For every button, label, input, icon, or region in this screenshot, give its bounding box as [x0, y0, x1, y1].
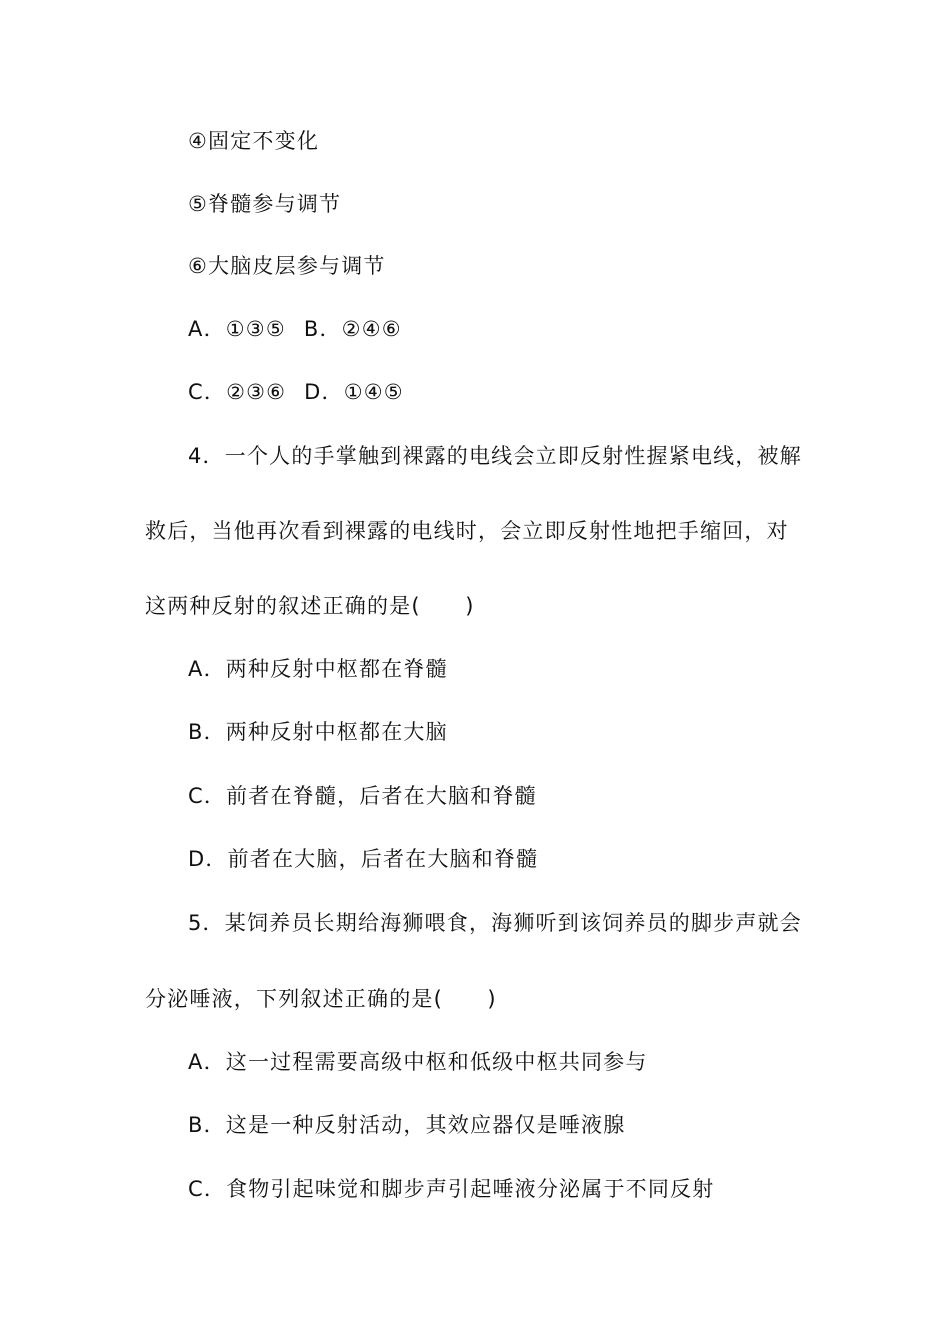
- q5-option-c: C．食物引起味觉和脚步声引起唾液分泌属于不同反射: [188, 1177, 715, 1201]
- q4-stem-line-1: 4．一个人的手掌触到裸露的电线会立即反射性握紧电线，被解: [188, 444, 802, 468]
- q3-item-5: ⑤脊髓参与调节: [188, 192, 342, 216]
- q3-options-cd: [188, 379, 404, 405]
- q3-option-a: A．①③⑤: [188, 317, 286, 341]
- q3-option-d: D．①④⑤: [304, 380, 404, 404]
- q3-item-4: ④固定不变化: [188, 129, 320, 153]
- q4-option-c: C．前者在脊髓，后者在大脑和脊髓: [188, 784, 537, 808]
- q4-stem-line-3: 这两种反射的叙述正确的是( ): [145, 594, 475, 618]
- q5-stem-line-2: 分泌唾液，下列叙述正确的是( ): [145, 987, 497, 1011]
- q5-stem-line-1: 5．某饲养员长期给海狮喂食，海狮听到该饲养员的脚步声就会: [188, 911, 802, 935]
- q5-option-b: B．这是一种反射活动，其效应器仅是唾液腺: [188, 1113, 626, 1137]
- q3-options-ab: [188, 316, 402, 342]
- q3-option-b: B．②④⑥: [303, 317, 402, 341]
- q3-option-c: C．②③⑥: [188, 380, 287, 404]
- q4-option-d: D．前者在大脑，后者在大脑和脊髓: [188, 847, 539, 871]
- q3-item-6: ⑥大脑皮层参与调节: [188, 254, 386, 278]
- q4-stem-line-2: 救后，当他再次看到裸露的电线时，会立即反射性地把手缩回，对: [145, 519, 789, 543]
- q4-option-b: B．两种反射中枢都在大脑: [188, 720, 448, 744]
- q4-option-a: A．两种反射中枢都在脊髓: [188, 657, 448, 681]
- q5-option-a: A．这一过程需要高级中枢和低级中枢共同参与: [188, 1050, 648, 1074]
